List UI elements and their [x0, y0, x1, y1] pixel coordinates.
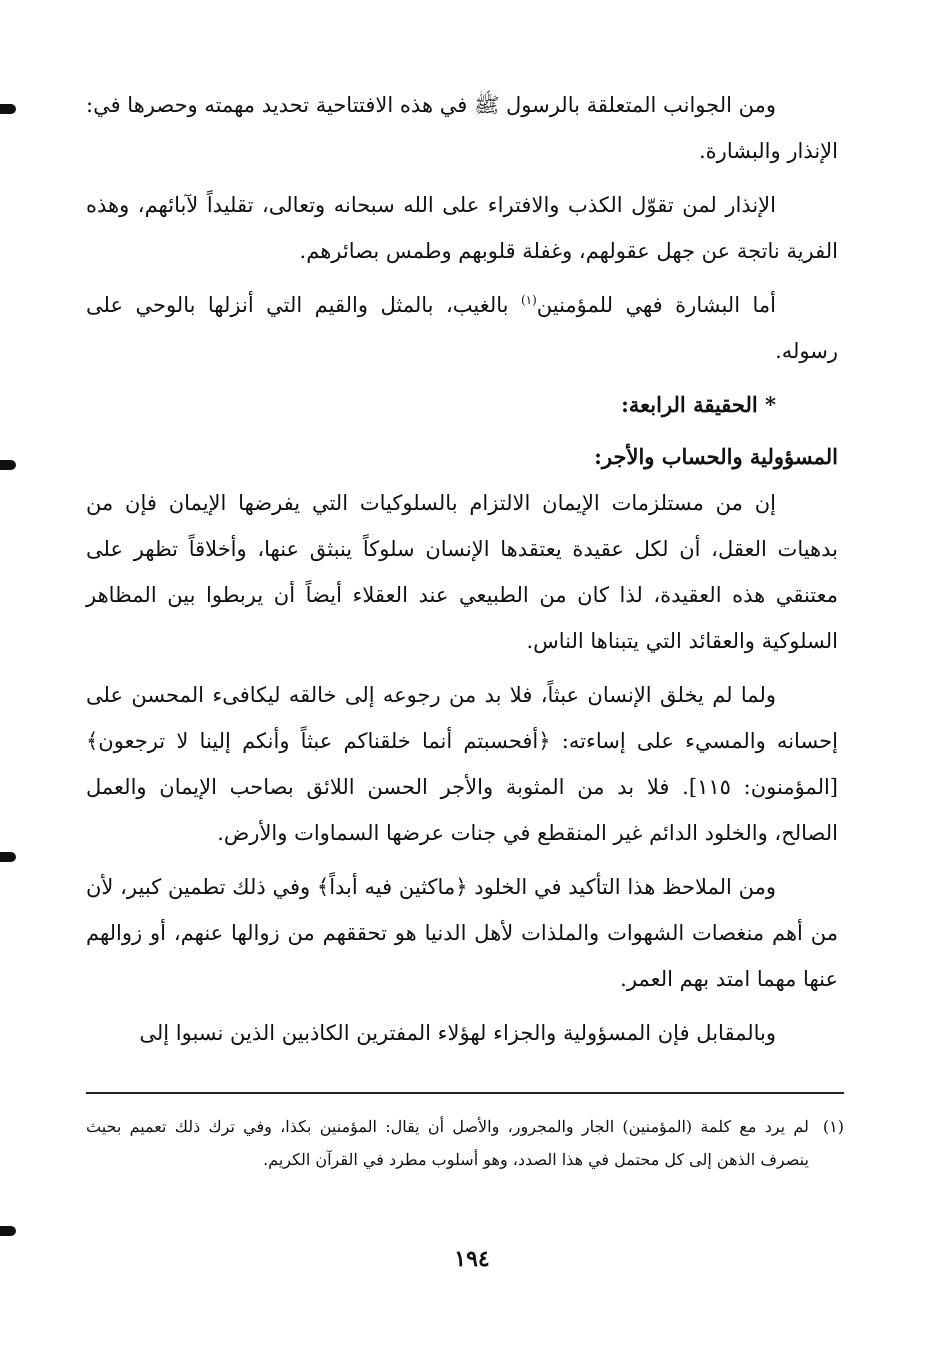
paragraph: ومن الملاحظ هذا التأكيد في الخلود ﴿ماكثين فيه أبداً﴾ وفي ذلك تطمين كبير، لأن من أهم منغصات الشهوات والملذات لأهل الدنيا هو تحققهم من زوالها عنهم، أو زوالهم عنها مهما امتد بهم العمر.	[86, 875, 838, 991]
footnote-divider	[86, 1092, 844, 1094]
paragraph: إن من مستلزمات الإيمان الالتزام بالسلوكيات التي يفرضها الإيمان فإن من بدهيات العقل، أن لكل عقيدة يعتقدها الإنسان سلوكاً ينبثق عنها، وأخلاقاً تظهر على معتنقي هذه العقيدة، لذا كان من الطبيعي عند العقلاء أيضاً أن يربطوا بين المظاهر السلوكية والعقائد التي يتبناها الناس.	[86, 491, 838, 653]
footnote-reference[interactable]: (١)	[520, 293, 537, 307]
scan-edge-mark	[0, 1226, 16, 1236]
main-text	[86, 82, 838, 1064]
paragraph: ولما لم يخلق الإنسان عبثاً، فلا بد من رجوعه إلى خالقه ليكافىء المحسن على إحسانه والمسيء على إساءته: ﴿أفحسبتم أنما خلقناكم عبثاً وأنكم إلينا لا ترجعون﴾ [المؤمنون: ١١٥]. فلا بد من المثوبة والأجر الحسن اللائق بصاحب الإيمان والعمل الصالح، والخلود الدائم غير المنقطع في جنات عرضها السماوات والأرض.	[86, 683, 839, 845]
paragraph-text: بالغيب، بالمثل والقيم التي أنزلها بالوحي على رسوله.	[86, 293, 838, 363]
page-number: ١٩٤	[454, 1246, 490, 1272]
section-subheading: المسؤولية والحساب والأجر:	[594, 444, 838, 469]
paragraph: ومن الجوانب المتعلقة بالرسول ﷺ في هذه الافتتاحية تحديد مهمته وحصرها في: الإنذار والبشارة.	[86, 93, 838, 163]
footnote-mark: (١)	[822, 1117, 844, 1136]
paragraph: الإنذار لمن تقوّل الكذب والافتراء على الله سبحانه وتعالى، تقليداً لآبائهم، وهذه الفرية ناتجة عن جهل عقولهم، وغفلة قلوبهم وطمس بصائرهم.	[86, 193, 838, 263]
section-heading: * الحقيقة الرابعة:	[621, 392, 776, 417]
scan-edge-mark	[0, 104, 16, 114]
footnote-text: لم يرد مع كلمة (المؤمنين) الجار والمجرور، والأصل أن يقال: المؤمنين بكذا، وفي ترك ذلك تعميم بحيث ينصرف الذهن إلى كل محتمل في هذا الصدد، وهو أسلوب مطرد في القرآن الكريم.	[86, 1117, 809, 1169]
paragraph-text: أما البشارة فهي للمؤمنين	[536, 293, 776, 317]
paragraph: وبالمقابل فإن المسؤولية والجزاء لهؤلاء المفترين الكاذبين الذين نسبوا إلى	[139, 1021, 776, 1045]
paragraph	[86, 282, 838, 374]
scan-edge-mark	[0, 460, 16, 470]
footnote	[86, 1110, 844, 1176]
scan-edge-mark	[0, 852, 16, 862]
